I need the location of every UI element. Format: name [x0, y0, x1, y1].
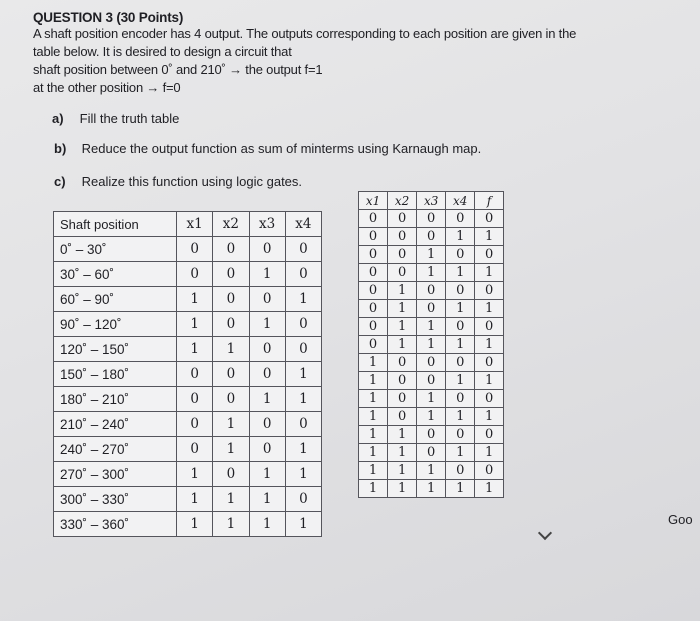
table-cell: 0: [285, 337, 321, 362]
table-cell: 1: [177, 462, 213, 487]
table-cell: 1: [417, 462, 446, 480]
table-cell: 0: [285, 412, 321, 437]
table-row: [54, 437, 322, 462]
table-cell: 1: [475, 264, 504, 282]
table-cell: 1: [285, 437, 321, 462]
table-cell: 0: [388, 210, 417, 228]
header-cell: x3: [417, 192, 446, 210]
table-cell: 1: [388, 462, 417, 480]
table-cell: 1: [446, 444, 475, 462]
table-cell: 0: [359, 282, 388, 300]
table-cell: 0: [249, 362, 285, 387]
table-cell: 0: [417, 444, 446, 462]
table-cell: 1: [446, 372, 475, 390]
table-cell: 1: [249, 487, 285, 512]
table-cell: 1: [475, 372, 504, 390]
table-cell: 0: [359, 210, 388, 228]
table-cell: 1: [417, 336, 446, 354]
table-cell: 1: [359, 480, 388, 498]
table-cell: 0: [177, 237, 213, 262]
question-line: shaft position between 0˚ and 210˚ → the output f=1: [33, 62, 323, 77]
header-cell: x2: [388, 192, 417, 210]
table-row: [359, 462, 504, 480]
table-cell: 0: [446, 318, 475, 336]
question-block: [33, 10, 693, 97]
table-row: [359, 318, 504, 336]
table-cell: 0: [249, 337, 285, 362]
table-cell: 1: [446, 300, 475, 318]
table-cell: 0: [177, 412, 213, 437]
table-cell: 0: [285, 237, 321, 262]
table-cell: 0: [177, 437, 213, 462]
table-cell: 0: [388, 354, 417, 372]
table-cell: 1: [359, 354, 388, 372]
table-row: [54, 337, 322, 362]
table-cell: 0: [213, 362, 249, 387]
table-cell: 0: [249, 237, 285, 262]
table-row: [359, 354, 504, 372]
table-row: [359, 282, 504, 300]
table-cell: 1: [388, 480, 417, 498]
part-b: [54, 140, 481, 158]
table-cell: 1: [417, 480, 446, 498]
part-text: Fill the truth table: [79, 111, 180, 126]
table-cell: 0: [446, 426, 475, 444]
table-cell: 0: [388, 390, 417, 408]
table-cell: 0: [213, 262, 249, 287]
table-row: [54, 237, 322, 262]
table-cell: 0: [388, 372, 417, 390]
header-cell: Shaft position: [54, 212, 177, 237]
table-cell: 1: [285, 512, 321, 537]
header-cell: x4: [446, 192, 475, 210]
table-row: [359, 228, 504, 246]
truth-table: [358, 191, 504, 498]
table-cell: 0: [475, 246, 504, 264]
table-cell: 0˚ – 30˚: [54, 237, 177, 262]
table-row: [54, 287, 322, 312]
table-cell: 60˚ – 90˚: [54, 287, 177, 312]
part-text: Reduce the output function as sum of minterms using Karnaugh map.: [81, 141, 482, 156]
table-row: [359, 444, 504, 462]
table-cell: 1: [475, 480, 504, 498]
header-cell: f: [475, 192, 504, 210]
table-row: [359, 246, 504, 264]
table-cell: 1: [417, 246, 446, 264]
table-cell: 1: [213, 487, 249, 512]
table-cell: 1: [359, 408, 388, 426]
table-cell: 1: [177, 512, 213, 537]
question-line: A shaft position encoder has 4 output. The outputs corresponding to each position are given in the: [33, 26, 577, 41]
table-cell: 0: [388, 408, 417, 426]
table-row: [359, 426, 504, 444]
table-row: [54, 487, 322, 512]
part-label: c): [54, 174, 66, 189]
table-cell: 0: [285, 487, 321, 512]
table-cell: 0: [177, 262, 213, 287]
table-cell: 0: [359, 336, 388, 354]
table-cell: 240˚ – 270˚: [54, 437, 177, 462]
table-cell: 0: [417, 300, 446, 318]
table-cell: 0: [249, 437, 285, 462]
table-cell: 0: [417, 228, 446, 246]
shaft-position-table: [53, 211, 322, 537]
table-cell: 0: [213, 462, 249, 487]
table-cell: 0: [475, 282, 504, 300]
table-cell: 1: [285, 362, 321, 387]
table-cell: 1: [359, 390, 388, 408]
table-cell: 30˚ – 60˚: [54, 262, 177, 287]
table-cell: 0: [417, 426, 446, 444]
part-a: [52, 110, 179, 128]
table-cell: 0: [177, 362, 213, 387]
table-cell: 0: [249, 412, 285, 437]
table-cell: 1: [177, 312, 213, 337]
header-cell: x1: [359, 192, 388, 210]
table-cell: 1: [213, 412, 249, 437]
table-cell: 270˚ – 300˚: [54, 462, 177, 487]
table-cell: 1: [285, 462, 321, 487]
table-cell: 120˚ – 150˚: [54, 337, 177, 362]
table-cell: 0: [446, 246, 475, 264]
table-cell: 210˚ – 240˚: [54, 412, 177, 437]
table-cell: 1: [177, 337, 213, 362]
table-cell: 1: [388, 426, 417, 444]
table-cell: 0: [475, 354, 504, 372]
table-cell: 1: [359, 444, 388, 462]
table-cell: 0: [475, 462, 504, 480]
table-cell: 0: [213, 287, 249, 312]
table-cell: 0: [417, 354, 446, 372]
table-cell: 0: [417, 372, 446, 390]
table-row: [54, 412, 322, 437]
table-header-row: [54, 212, 322, 237]
table-cell: 0: [285, 312, 321, 337]
table-cell: 0: [446, 354, 475, 372]
table-cell: 1: [446, 264, 475, 282]
part-c: [54, 173, 302, 191]
header-cell: x2: [213, 212, 249, 237]
table-cell: 1: [359, 372, 388, 390]
table-row: [359, 300, 504, 318]
table-cell: 1: [446, 228, 475, 246]
table-cell: 1: [475, 300, 504, 318]
table-row: [54, 462, 322, 487]
table-row: [54, 387, 322, 412]
table-cell: 0: [475, 390, 504, 408]
table-cell: 1: [388, 444, 417, 462]
table-row: [54, 512, 322, 537]
table-cell: 90˚ – 120˚: [54, 312, 177, 337]
question-title: QUESTION 3 (30 Points): [33, 10, 184, 25]
table-cell: 0: [359, 264, 388, 282]
table-cell: 0: [285, 262, 321, 287]
table-cell: 1: [388, 300, 417, 318]
table-cell: 0: [359, 318, 388, 336]
table-cell: 150˚ – 180˚: [54, 362, 177, 387]
table-header-row: [359, 192, 504, 210]
header-cell: x1: [177, 212, 213, 237]
table-cell: 1: [388, 318, 417, 336]
table-cell: 1: [475, 336, 504, 354]
table-cell: 0: [475, 426, 504, 444]
table-cell: 1: [359, 426, 388, 444]
pen-mark-icon: [538, 526, 552, 540]
table-cell: 1: [446, 480, 475, 498]
table-cell: 1: [249, 512, 285, 537]
table-cell: 1: [213, 512, 249, 537]
table-cell: 0: [359, 228, 388, 246]
table-row: [359, 210, 504, 228]
table-cell: 1: [417, 318, 446, 336]
table-cell: 180˚ – 210˚: [54, 387, 177, 412]
table-cell: 1: [213, 437, 249, 462]
part-label: b): [54, 141, 67, 156]
table-cell: 0: [388, 264, 417, 282]
table-cell: 0: [359, 246, 388, 264]
table-row: [359, 264, 504, 282]
table-row: [359, 336, 504, 354]
part-label: a): [52, 111, 64, 126]
table-row: [359, 480, 504, 498]
table-cell: 1: [359, 462, 388, 480]
table-row: [54, 362, 322, 387]
table-cell: 0: [388, 246, 417, 264]
table-cell: 1: [475, 228, 504, 246]
table-cell: 1: [417, 390, 446, 408]
table-cell: 1: [249, 262, 285, 287]
header-cell: x4: [285, 212, 321, 237]
table-cell: 0: [417, 210, 446, 228]
table-row: [359, 408, 504, 426]
table-cell: 0: [446, 462, 475, 480]
side-text: Goo: [668, 512, 693, 527]
table-cell: 0: [213, 387, 249, 412]
table-cell: 1: [249, 462, 285, 487]
table-cell: 1: [249, 387, 285, 412]
table-cell: 0: [446, 210, 475, 228]
table-cell: 1: [177, 487, 213, 512]
table-cell: 1: [475, 408, 504, 426]
table-cell: 0: [213, 237, 249, 262]
table-cell: 1: [388, 336, 417, 354]
header-cell: x3: [249, 212, 285, 237]
table-cell: 0: [213, 312, 249, 337]
table-cell: 0: [177, 387, 213, 412]
table-cell: 300˚ – 330˚: [54, 487, 177, 512]
table-cell: 1: [417, 408, 446, 426]
table-cell: 0: [475, 318, 504, 336]
part-text: Realize this function using logic gates.: [81, 174, 303, 189]
table-cell: 0: [359, 300, 388, 318]
table-cell: 0: [446, 390, 475, 408]
table-cell: 1: [249, 312, 285, 337]
table-row: [54, 312, 322, 337]
table-cell: 0: [446, 282, 475, 300]
table-cell: 330˚ – 360˚: [54, 512, 177, 537]
table-row: [54, 262, 322, 287]
table-cell: 1: [213, 337, 249, 362]
table-cell: 1: [285, 387, 321, 412]
table-cell: 1: [446, 336, 475, 354]
table-cell: 1: [177, 287, 213, 312]
table-cell: 0: [417, 282, 446, 300]
table-cell: 1: [417, 264, 446, 282]
question-line: at the other position → f=0: [33, 80, 181, 95]
table-cell: 1: [388, 282, 417, 300]
table-cell: 0: [249, 287, 285, 312]
table-cell: 0: [388, 228, 417, 246]
table-cell: 1: [446, 408, 475, 426]
table-cell: 1: [475, 444, 504, 462]
table-row: [359, 372, 504, 390]
table-cell: 1: [285, 287, 321, 312]
table-cell: 0: [475, 210, 504, 228]
table-row: [359, 390, 504, 408]
question-line: table below. It is desired to design a circuit that: [33, 44, 292, 59]
